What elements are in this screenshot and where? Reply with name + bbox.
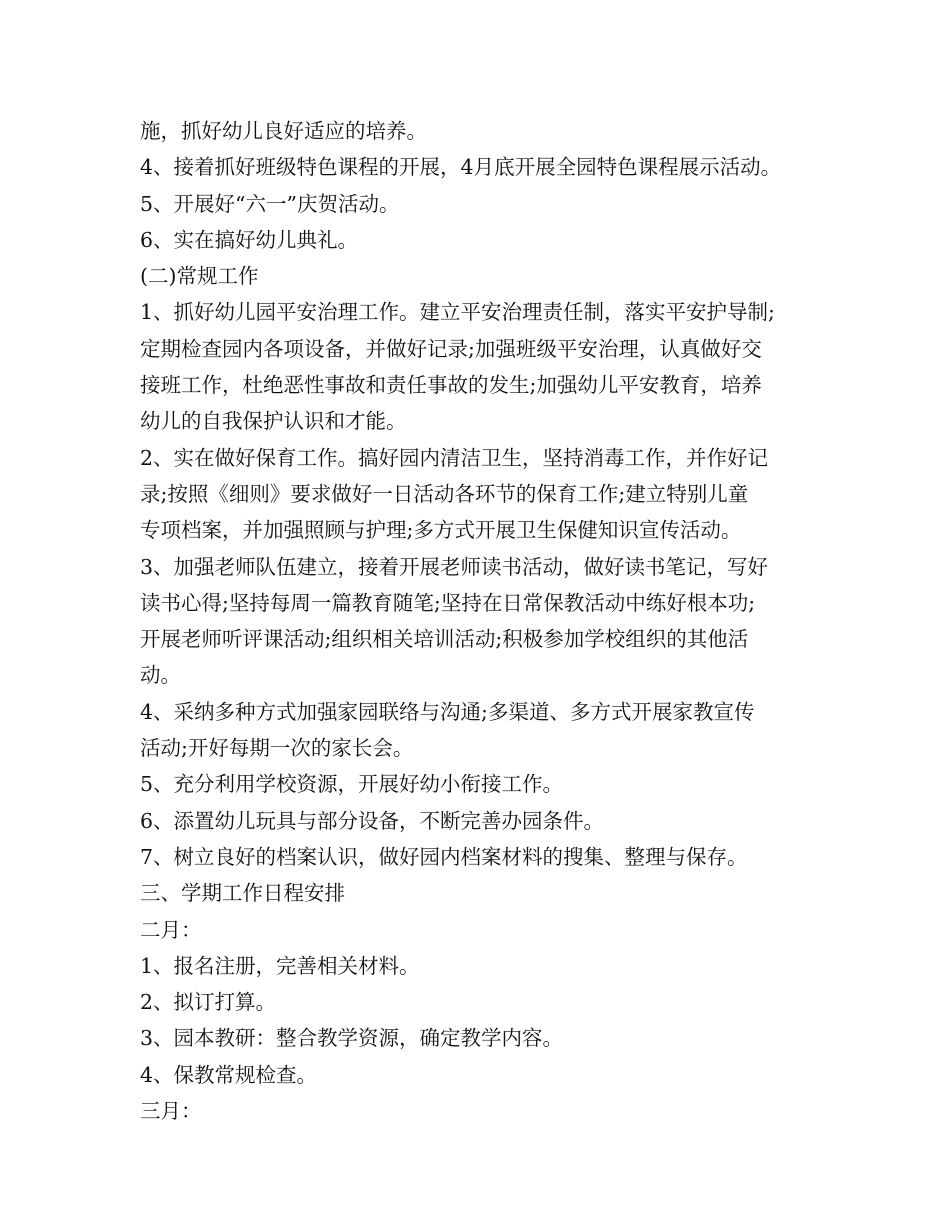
text-line: 6、实在搞好幼儿典礼。 — [140, 227, 359, 252]
text-line: 4、采纳多种方式加强家园联络与沟通;多渠道、多方式开展家教宣传 — [140, 699, 755, 724]
text-line: 读书心得;坚持每周一篇教育随笔;坚持在日常保教活动中练好根本功; — [140, 590, 756, 615]
text-line: 2、拟订打算。 — [140, 990, 277, 1015]
text-line: 3、园本教研：整合教学资源，确定教学内容。 — [140, 1026, 564, 1051]
text-line: 5、充分利用学校资源，开展好幼小衔接工作。 — [140, 772, 564, 797]
text-line: 录;按照《细则》要求做好一日活动各环节的保育工作;建立特别儿童 — [140, 481, 749, 506]
text-line: 幼儿的自我保护认识和才能。 — [140, 409, 407, 434]
section-heading: 三、学期工作日程安排 — [140, 881, 345, 906]
text-line: 接班工作，杜绝恶性事故和责任事故的发生;加强幼儿平安教育，培养 — [140, 373, 762, 398]
text-line: 3、加强老师队伍建立，接着开展老师读书活动，做好读书笔记，写好 — [140, 554, 769, 579]
text-line: 施，抓好幼儿良好适应的培养。 — [140, 119, 427, 143]
text-line: 2、实在做好保育工作。搞好园内清洁卫生，坚持消毒工作，并作好记 — [140, 445, 769, 470]
text-line: 活动;开好每期一次的家长会。 — [140, 736, 414, 761]
text-line: 4、接着抓好班级特色课程的开展，4月底开展全园特色课程展示活动。 — [140, 155, 782, 180]
section-heading: (二)常规工作 — [140, 264, 259, 289]
text-line: 专项档案，并加强照顾与护理;多方式开展卫生保健知识宣传活动。 — [140, 518, 742, 543]
text-line: 1、报名注册，完善相关材料。 — [140, 953, 420, 978]
text-line: 动。 — [140, 663, 181, 688]
text-line: 开展老师听评课活动;组织相关培训活动;积极参加学校组织的其他活 — [140, 627, 749, 652]
text-line: 1、抓好幼儿园平安治理工作。建立平安治理责任制，落实平安护导制; — [140, 300, 775, 325]
text-line: 7、树立良好的档案认识，做好园内档案材料的搜集、整理与保存。 — [140, 844, 748, 869]
text-line: 4、保教常规检查。 — [140, 1062, 318, 1087]
text-line: 定期检查园内各项设备，并做好记录;加强班级平安治理，认真做好交 — [140, 336, 762, 361]
text-line: 6、添置幼儿玩具与部分设备，不断完善办园条件。 — [140, 808, 605, 833]
text-line: 5、开展好“六一”庆贺活动。 — [140, 191, 400, 216]
month-heading: 二月： — [140, 917, 202, 942]
month-heading: 三月： — [140, 1099, 202, 1124]
document-body — [140, 113, 820, 1129]
